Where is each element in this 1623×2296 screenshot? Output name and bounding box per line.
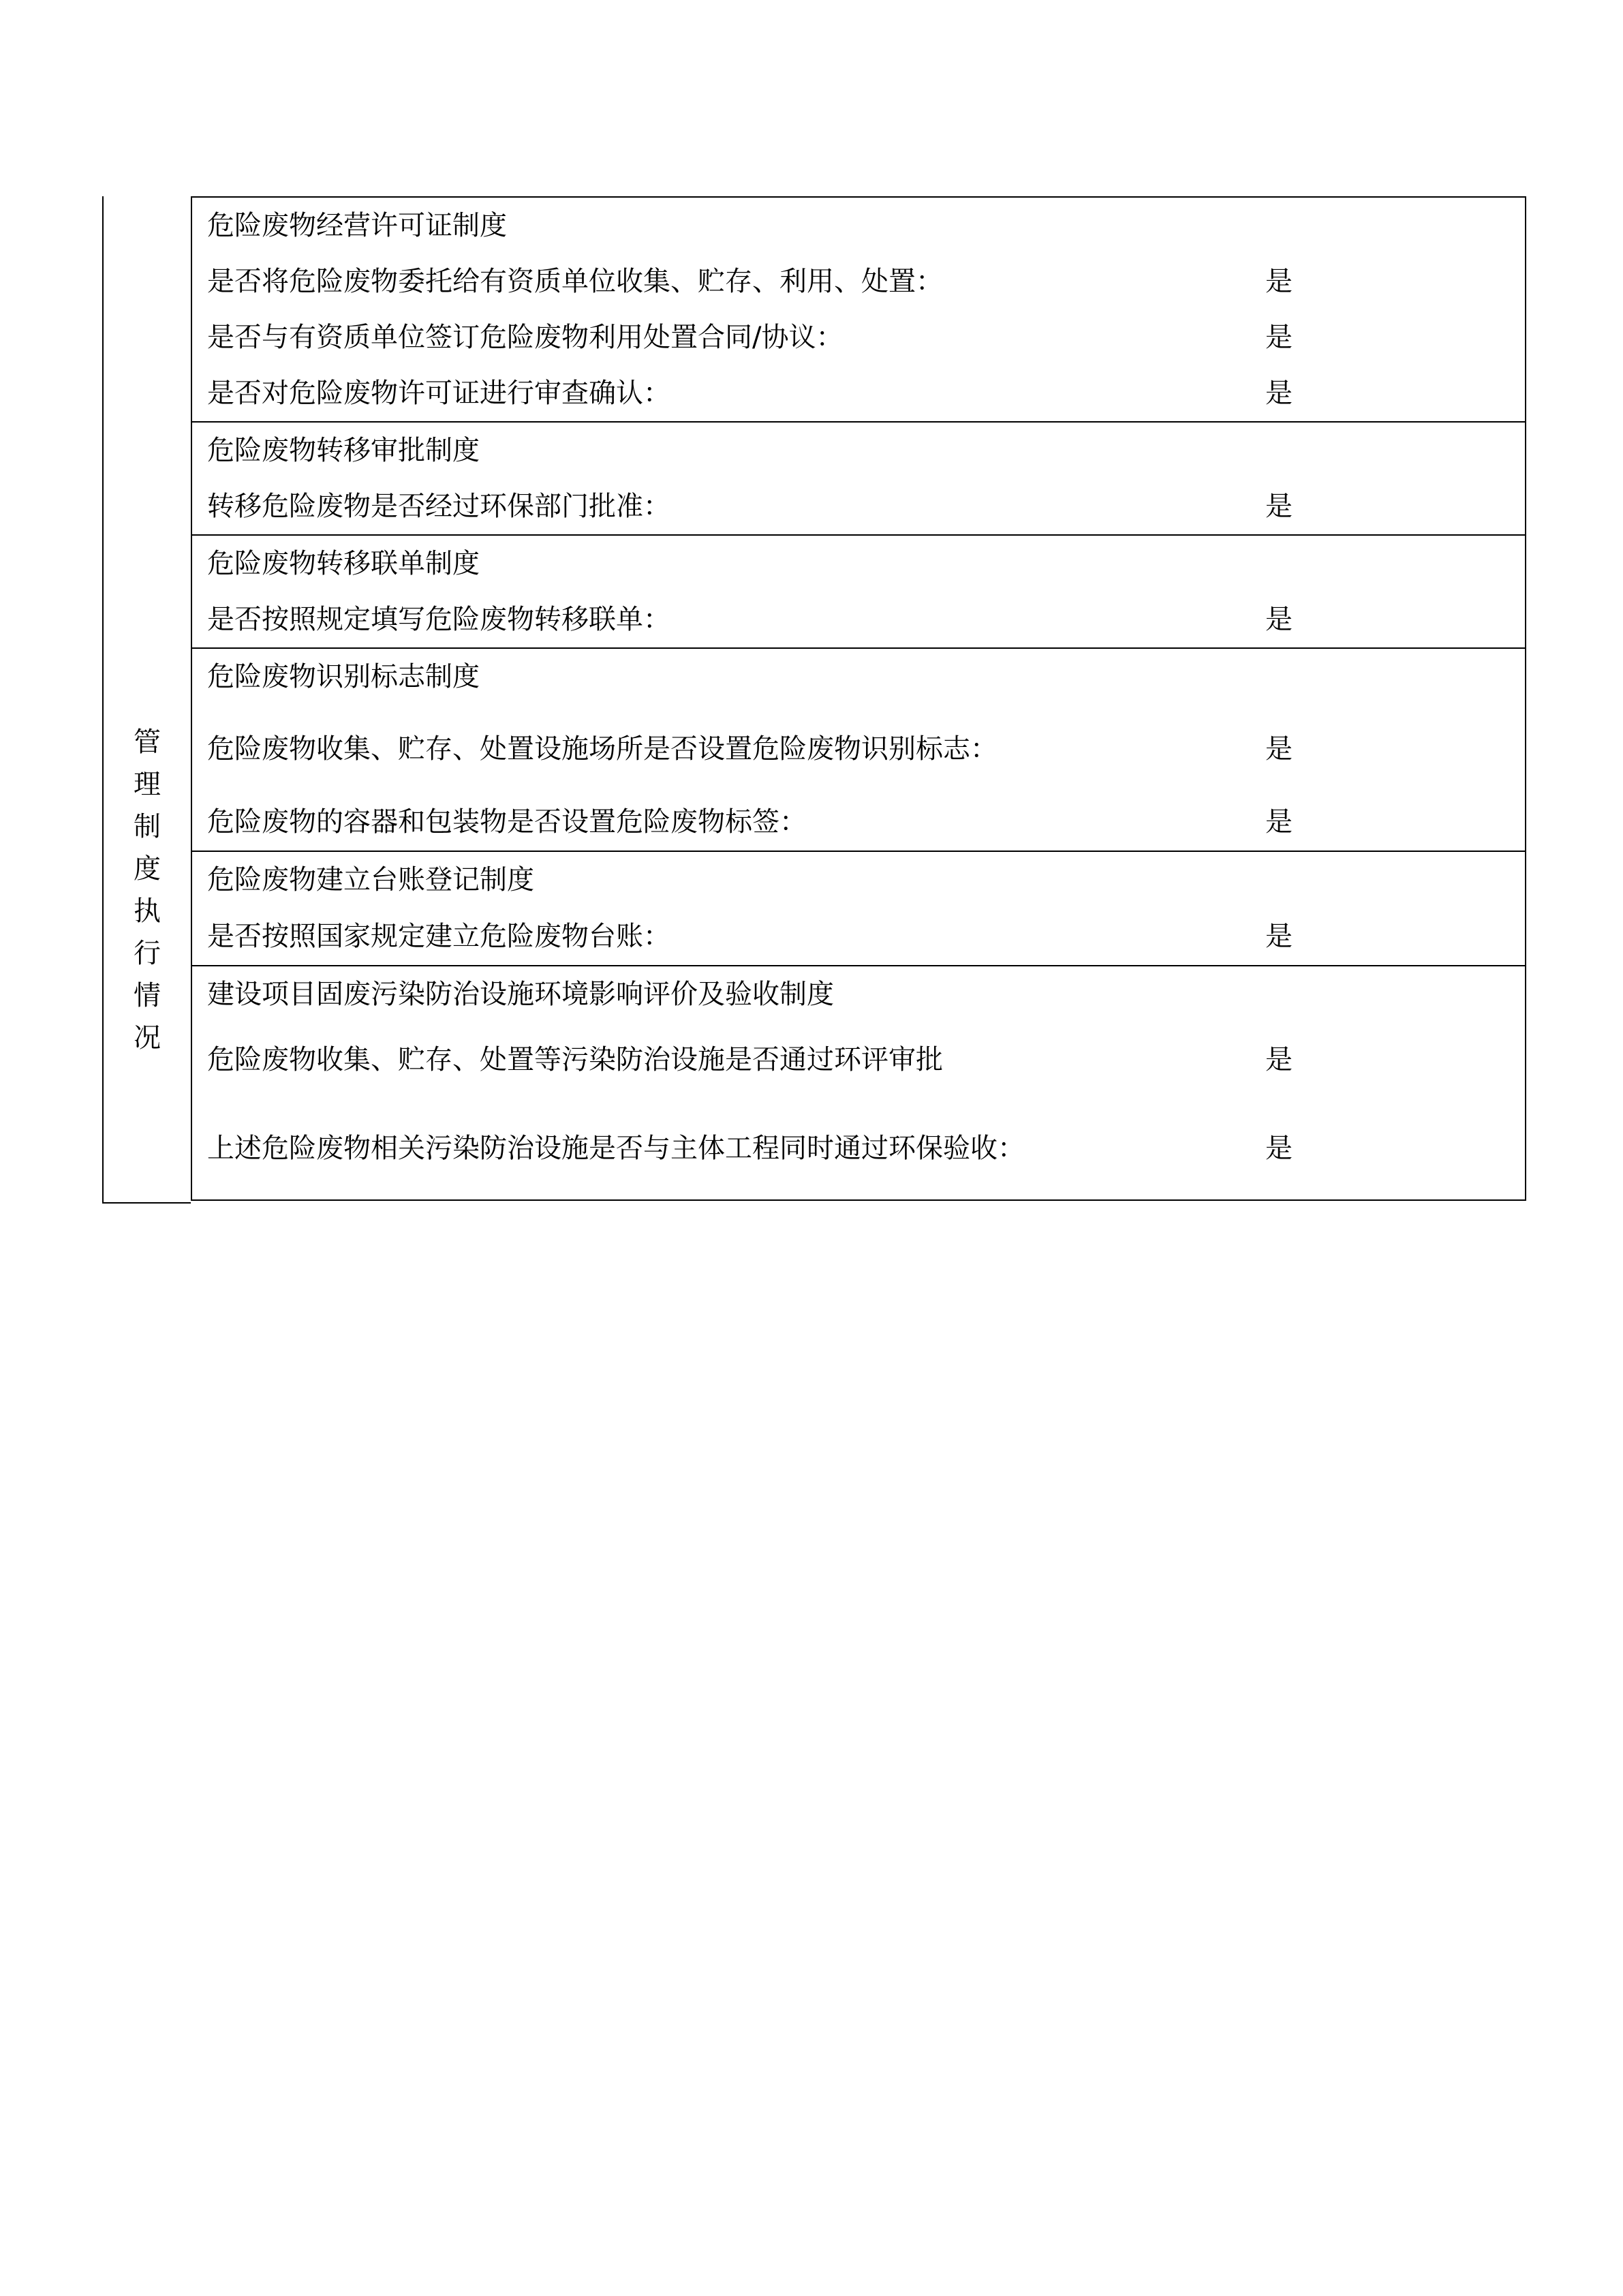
category-char: 情 <box>134 980 161 1011</box>
group-title: 危险废物经营许可证制度 <box>207 210 507 241</box>
category-char: 行 <box>134 938 161 969</box>
question-text: 是否将危险废物委托给有资质单位收集、贮存、利用、处置： <box>207 266 943 297</box>
requirement-group <box>192 198 1525 423</box>
requirement-group <box>192 966 1525 1199</box>
requirement-group <box>192 649 1525 852</box>
category-char: 管 <box>134 726 161 758</box>
question-row <box>192 365 1525 421</box>
question-text: 上述危险废物相关污染防治设施是否与主体工程同时通过环保验收： <box>207 1133 1025 1164</box>
answer-text: 是 <box>1265 921 1293 952</box>
category-char: 理 <box>134 769 161 800</box>
group-title-row <box>192 423 1525 478</box>
question-text: 危险废物的容器和包装物是否设置危险废物标签： <box>207 806 807 838</box>
group-title: 危险废物转移联单制度 <box>207 548 480 579</box>
group-title: 建设项目固废污染防治设施环境影响评价及验收制度 <box>207 979 834 1010</box>
question-text: 转移危险废物是否经过环保部门批准： <box>207 491 670 522</box>
question-row <box>192 908 1525 965</box>
question-text: 是否按照国家规定建立危险废物台账： <box>207 921 670 952</box>
question-text: 危险废物收集、贮存、处置设施场所是否设置危险废物识别标志： <box>207 733 998 765</box>
group-title-row <box>192 852 1525 908</box>
question-row <box>192 254 1525 309</box>
question-text: 是否对危险废物许可证进行审查确认： <box>207 378 670 409</box>
category-cell <box>102 196 191 1204</box>
category-label <box>104 721 191 1059</box>
group-title: 危险废物识别标志制度 <box>207 661 480 692</box>
group-title: 危险废物建立台账登记制度 <box>207 864 534 896</box>
answer-text: 是 <box>1265 733 1293 765</box>
answer-text: 是 <box>1265 1044 1293 1075</box>
question-row <box>192 309 1525 365</box>
requirement-group <box>192 536 1525 649</box>
category-char: 执 <box>134 896 161 927</box>
question-text: 是否与有资质单位签订危险废物利用处置合同/协议： <box>207 322 844 353</box>
question-text: 危险废物收集、贮存、处置等污染防治设施是否通过环评审批 <box>207 1044 943 1075</box>
group-title: 危险废物转移审批制度 <box>207 435 480 466</box>
question-row <box>192 793 1525 851</box>
answer-text: 是 <box>1265 806 1293 838</box>
answer-text: 是 <box>1265 604 1293 635</box>
group-title-row <box>192 536 1525 592</box>
question-row <box>192 1097 1525 1199</box>
question-row <box>192 1022 1525 1097</box>
answer-text: 是 <box>1265 491 1293 522</box>
requirement-group <box>192 852 1525 966</box>
requirements-table <box>191 196 1526 1201</box>
group-title-row <box>192 198 1525 254</box>
question-row <box>192 478 1525 534</box>
category-char: 度 <box>134 853 161 885</box>
question-text: 是否按照规定填写危险废物转移联单： <box>207 604 670 635</box>
answer-text: 是 <box>1265 322 1293 353</box>
category-char: 况 <box>134 1022 161 1054</box>
question-row <box>192 705 1525 793</box>
group-title-row <box>192 966 1525 1022</box>
answer-text: 是 <box>1265 266 1293 297</box>
answer-text: 是 <box>1265 1133 1293 1164</box>
question-row <box>192 592 1525 647</box>
answer-text: 是 <box>1265 378 1293 409</box>
group-title-row <box>192 649 1525 705</box>
category-char: 制 <box>134 811 161 842</box>
requirement-group <box>192 423 1525 536</box>
